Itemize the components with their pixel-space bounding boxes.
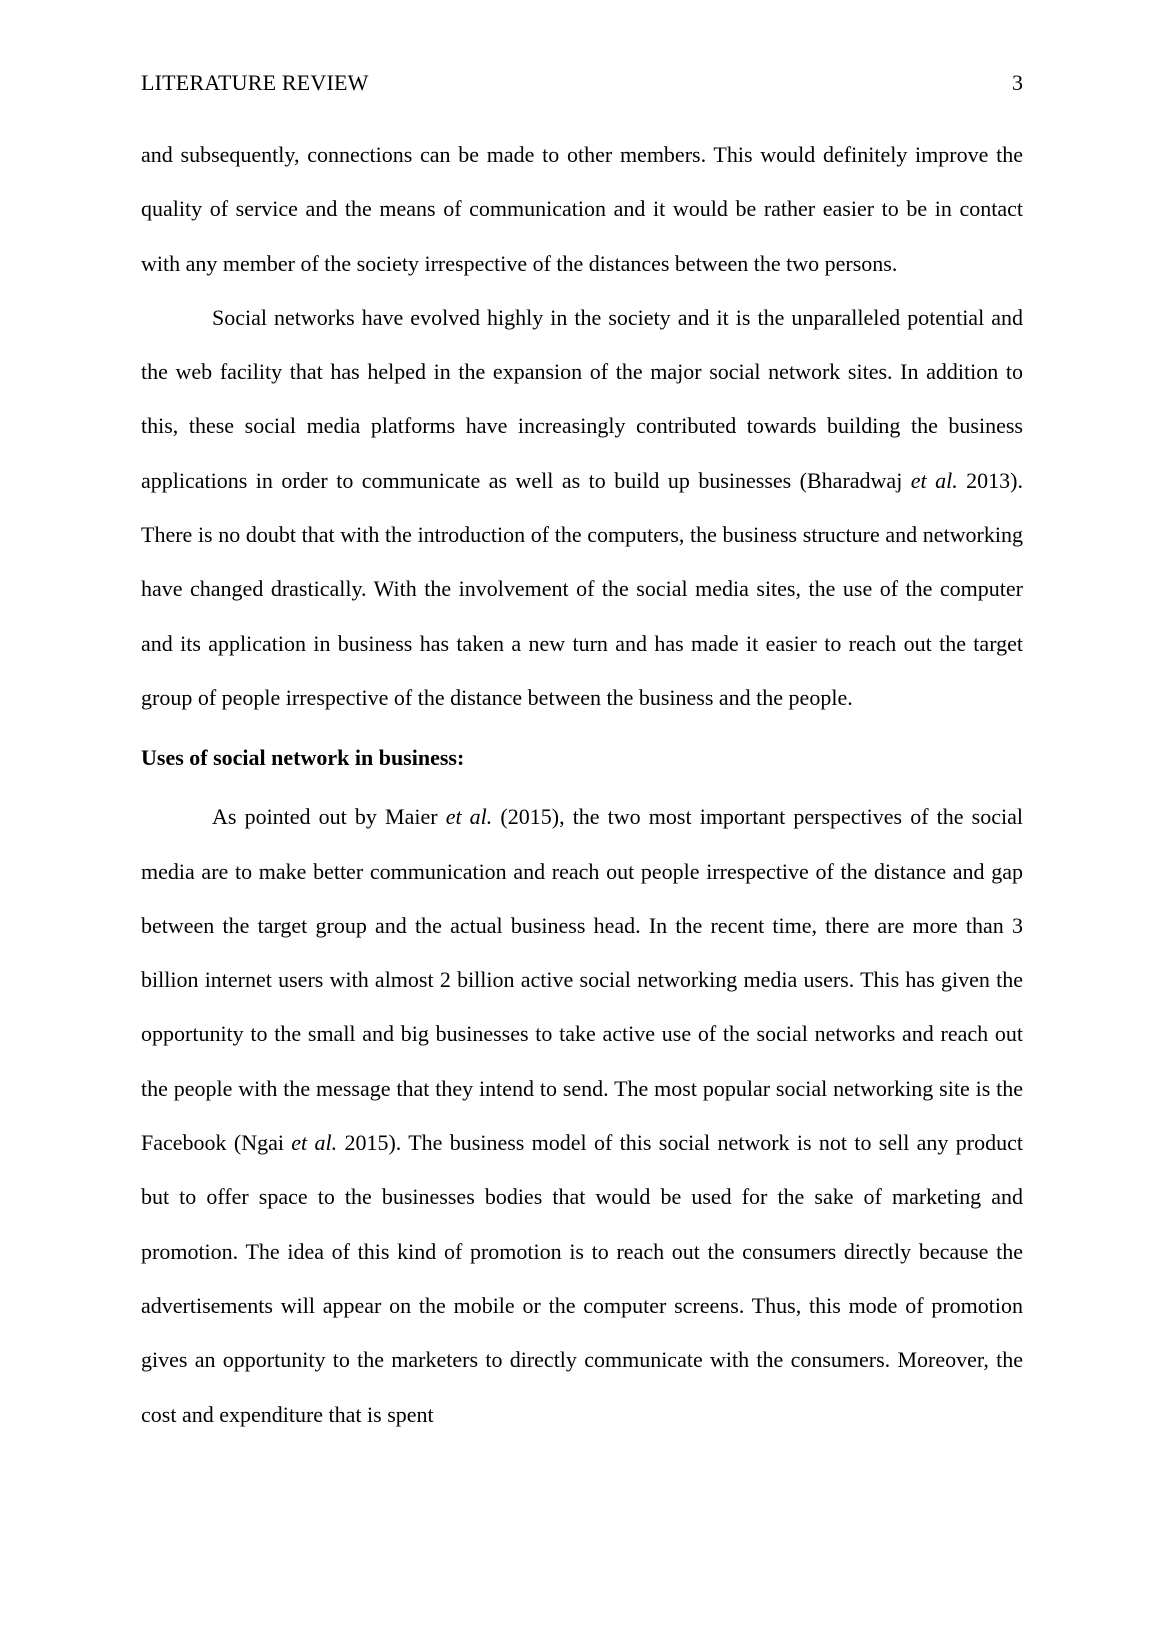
paragraph-text: and subsequently, connections can be made to other members. This would definitely improve the quality of service and the means of communication and it would be rather easier to be in contact with any member of the society irrespective of the distances between the two persons.: [141, 142, 1023, 276]
paragraph-text: 2015). The business model of this social network is not to sell any product but to offer space to the businesses bodies that would be used for the sake of marketing and promotion. The idea of this kind of promotion is to reach out the consumers directly because the advertisements will appear on the mobile or the computer screens. Thus, this mode of promotion gives an opportunity to the marketers to directly communicate with the consumers. Moreover, the cost and expenditure that is spent: [141, 1130, 1023, 1427]
section-heading: Uses of social network in business:: [141, 745, 465, 771]
paragraph-uses: [141, 790, 1023, 1442]
citation-et-al: et al.: [445, 804, 493, 830]
paragraph-text: 2013). There is no doubt that with the introduction of the computers, the business structure and networking have changed drastically. With the involvement of the social media sites, the use of the computer and its application in business has taken a new turn and has made it easier to reach out the target group of people irrespective of the distance between the business and the people.: [141, 467, 1024, 710]
citation-et-al: et al.: [910, 467, 958, 493]
running-head: LITERATURE REVIEW: [141, 70, 369, 95]
paragraph-social-networks: [141, 291, 1023, 725]
paragraph-text: (2015), the two most important perspectives of the social media are to make better communication and reach out people irrespective of the distance and gap between the target group and the actual business head. In the recent time, there are more than 3 billion internet users with almost 2 billion active social networking media users. This has given the opportunity to the small and big businesses to take active use of the social networks and reach out the people with the message that they intend to send. The most popular social networking site is the Facebook (Ngai: [141, 804, 1023, 1156]
body-text: [141, 128, 1023, 1442]
paragraph-text: Social networks have evolved highly in the society and it is the unparalleled potential and the web facility that has helped in the expansion of the major social network sites. In addition to this, these social media platforms have increasingly contributed towards building the business applications in order to communicate as well as to build up businesses (Bharadwaj: [141, 304, 1023, 493]
page-number: 3: [1012, 70, 1023, 95]
citation-et-al: et al.: [291, 1130, 338, 1156]
paragraph-continuation: [141, 128, 1023, 291]
paragraph-text: As pointed out by Maier: [212, 804, 446, 830]
